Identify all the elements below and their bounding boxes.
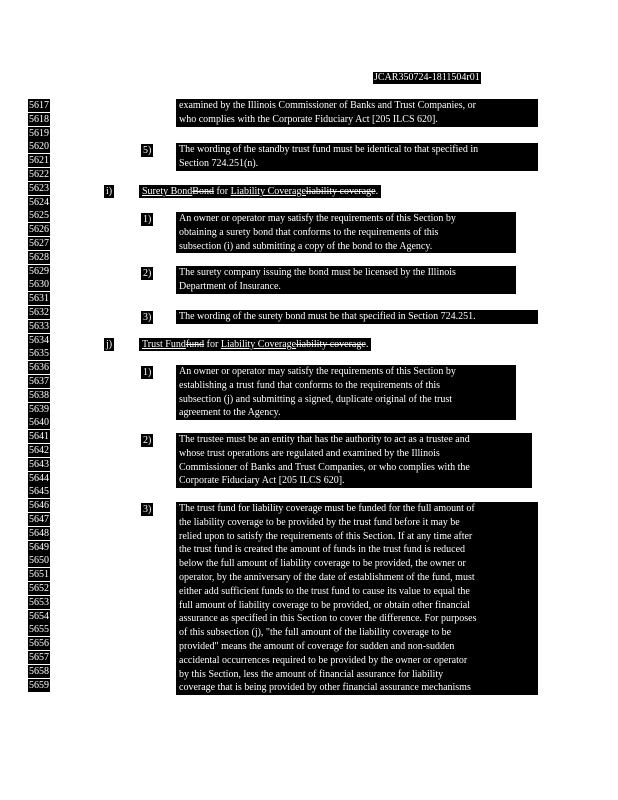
text-line: Commissioner of Banks and Trust Companies, or who complies with the: [179, 461, 470, 473]
inserted-text: Liability Coverage: [220, 339, 297, 350]
line-number: 5620: [29, 141, 49, 153]
paragraph-j1: [176, 365, 516, 420]
line-number: 5641: [29, 431, 49, 443]
text-line: operator, by the anniversary of the date of establishment of the fund, must: [179, 571, 475, 583]
line-number: 5654: [29, 610, 49, 622]
text-line: The trust fund for liability coverage must be funded for the full amount of: [179, 503, 475, 514]
line-number: 5619: [29, 127, 49, 139]
line-number: 5657: [29, 652, 49, 663]
line-number: 5652: [29, 583, 49, 594]
line-number: 5655: [29, 624, 49, 636]
item-label: 5): [143, 145, 152, 156]
text-line: The surety company issuing the bond must be licensed by the Illinois: [179, 267, 456, 278]
text-line: by this Section, less the amount of financial assurance for liability: [179, 668, 444, 680]
text-line: An owner or operator may satisfy the requirements of this Section by: [179, 366, 456, 377]
text-line: Department of Insurance.: [179, 280, 281, 292]
line-number: 5626: [29, 224, 49, 236]
item-label: 3): [143, 312, 152, 323]
line-number: 5653: [29, 596, 49, 608]
deleted-text: Bond: [192, 186, 214, 197]
item-label: 3): [143, 504, 152, 515]
line-number: 5617: [29, 100, 49, 111]
heading-text: .: [375, 186, 379, 197]
line-number: 5630: [29, 279, 49, 291]
line-number: 5651: [29, 569, 49, 581]
line-number: 5646: [29, 500, 49, 512]
continued-paragraph: [176, 99, 538, 127]
deleted-text: liability coverage: [305, 186, 376, 197]
line-number: 5631: [29, 293, 49, 305]
line-number: 5624: [29, 196, 49, 208]
line-number: 5629: [29, 265, 49, 277]
text-line: establishing a trust fund that conforms to the requirements of this: [179, 379, 441, 391]
inserted-text: Trust Fund: [142, 339, 186, 350]
line-number: 5636: [29, 362, 49, 374]
text-line: the liability coverage to be provided by the trust fund before it may be: [179, 516, 460, 528]
heading-text: for: [204, 339, 221, 350]
paragraph-j2: [176, 433, 532, 488]
line-number: 5648: [29, 527, 49, 539]
text-line: The trustee must be an entity that has the authority to act as a trustee and: [179, 434, 470, 445]
line-number: 5635: [29, 348, 49, 360]
deleted-text: fund: [185, 339, 205, 350]
line-number: 5637: [29, 376, 49, 387]
text-line: either add sufficient funds to the trust fund to cause its value to equal the: [179, 585, 470, 597]
text-line: The wording of the surety bond must be that specified in Section 724.251.: [179, 311, 476, 322]
text-line: Section 724.251(n).: [179, 157, 259, 169]
deleted-text: liability coverage: [296, 339, 366, 350]
paragraph-i1: [176, 212, 516, 253]
text-line: The wording of the standby trust fund must be identical to that specified in: [179, 144, 479, 155]
text-line: An owner or operator may satisfy the requirements of this Section by: [179, 213, 456, 224]
section-label: i): [106, 186, 113, 197]
paragraph-5: [176, 143, 538, 171]
line-number: 5647: [29, 514, 49, 525]
text-line: accidental occurrences required to be provided by the owner or operator: [179, 654, 468, 666]
text-line: coverage that is being provided by other financial assurance mechanisms: [179, 682, 471, 694]
line-number: 5625: [29, 210, 49, 222]
text-line: subsection (j) and submitting a signed, duplicate original of the trust: [179, 393, 453, 405]
line-number: 5656: [29, 638, 49, 650]
text-line: relied upon to satisfy the requirements of this Section. If at any time after: [179, 530, 473, 542]
line-number: 5650: [29, 555, 49, 567]
line-number: 5628: [29, 251, 49, 263]
text-line: provided" means the amount of coverage for sudden and non-sudden: [179, 640, 455, 652]
item-label: 2): [143, 435, 152, 446]
text-line: the trust fund is created the amount of funds in the trust fund is reduced: [179, 544, 466, 556]
line-number: 5623: [29, 182, 49, 194]
text-line: who complies with the Corporate Fiduciary Act [205 ILCS 620].: [179, 113, 438, 125]
paragraph-i3: [176, 310, 538, 324]
line-number: 5640: [29, 417, 49, 429]
section-j-heading: [139, 338, 371, 351]
line-number: 5659: [29, 679, 49, 691]
line-number: 5642: [29, 445, 49, 456]
text-line: examined by the Illinois Commissioner of Banks and Trust Companies, or: [179, 100, 476, 111]
line-number: 5638: [29, 389, 49, 401]
text-line: below the full amount of liability coverage to be provided, the owner or: [179, 558, 466, 570]
line-number: 5621: [29, 155, 49, 167]
text-line: agreement to the Agency.: [179, 407, 281, 419]
line-number: 5644: [29, 472, 49, 484]
line-number: 5658: [29, 665, 49, 677]
text-line: Corporate Fiduciary Act [205 ILCS 620].: [179, 475, 345, 487]
section-i-heading: [139, 185, 381, 198]
heading-text: .: [365, 339, 369, 350]
document-code: JCAR350724-1811504r01: [374, 72, 480, 83]
text-line: subsection (i) and submitting a copy of the bond to the Agency.: [179, 240, 433, 252]
section-label: j): [106, 339, 113, 350]
item-label: 2): [143, 268, 152, 279]
line-number: 5627: [29, 238, 49, 249]
line-number: 5649: [29, 541, 49, 553]
text-line: assurance as specified in this Section to cover the difference. For purposes: [179, 613, 477, 625]
line-number: 5645: [29, 486, 49, 498]
paragraph-i2: [176, 266, 516, 294]
heading-text: for: [213, 186, 231, 197]
line-number: 5633: [29, 320, 49, 332]
line-number: 5632: [29, 307, 49, 318]
item-label: 1): [143, 214, 152, 225]
inserted-text: Liability Coverage: [230, 186, 306, 197]
line-number: 5622: [29, 169, 49, 180]
paragraph-j3: [176, 502, 538, 695]
inserted-text: Surety Bond: [142, 186, 193, 197]
item-label: 1): [143, 367, 152, 378]
text-line: of this subsection (j), "the full amount of the liability coverage to be: [179, 627, 452, 639]
line-number: 5643: [29, 458, 49, 470]
line-number: 5639: [29, 403, 49, 415]
text-line: whose trust operations are regulated and examined by the Illinois: [179, 447, 440, 459]
text-line: full amount of liability coverage to be provided, or obtain other financial: [179, 599, 471, 611]
line-number: 5634: [29, 334, 49, 346]
line-number: 5618: [29, 113, 49, 125]
text-line: obtaining a surety bond that conforms to the requirements of this: [179, 226, 439, 238]
